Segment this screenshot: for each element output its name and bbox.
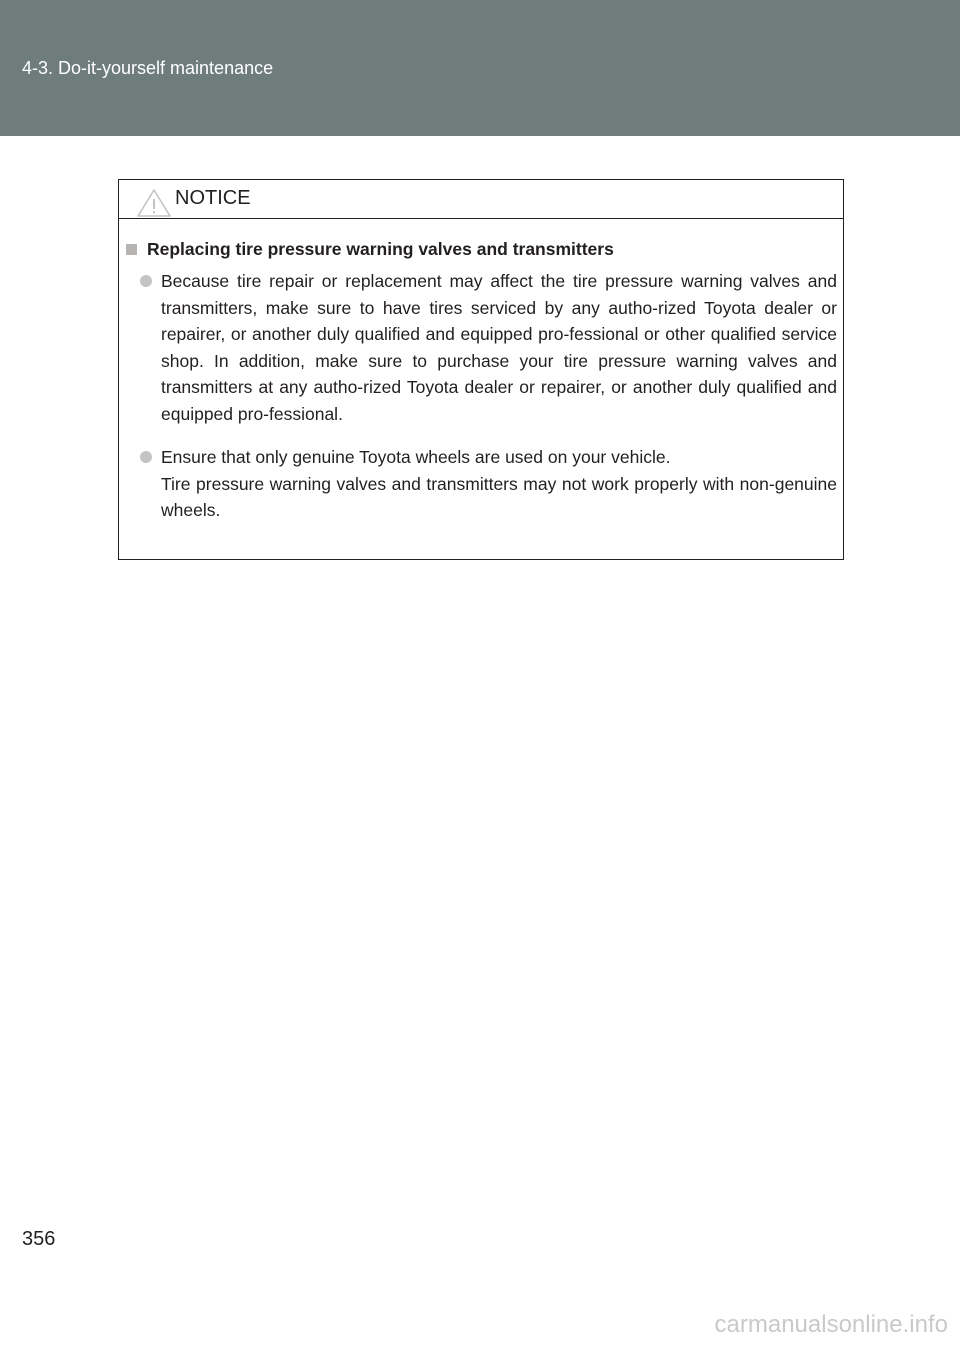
notice-heading-text: Replacing tire pressure warning valves and transmitters	[147, 239, 614, 259]
notice-box	[118, 179, 844, 560]
warning-triangle-icon	[137, 189, 171, 217]
section-title: 4-3. Do-it-yourself maintenance	[22, 58, 274, 78]
list-item-text: Ensure that only genuine Toyota wheels are used on your vehicle.	[161, 447, 671, 467]
list-item	[161, 268, 837, 427]
square-bullet-icon	[126, 244, 137, 255]
list-item-text: Tire pressure warning valves and transmitters may not work properly with non-genuine wheels.	[161, 473, 837, 520]
watermark: carmanualsonline.info	[714, 1311, 948, 1338]
list-item-text: Because tire repair or replacement may affect the tire pressure warning valves and transmitters, make sure to have tires serviced by any autho-rized Toyota dealer or repairer, or another duly qualified and equipped pro-fessional or other qualified service shop. In addition, make sure to purchase your tire pressure warning valves and transmitters at any autho-rized Toyota dealer or repairer, or another duly qualified and equipped pro-fessional.	[161, 271, 837, 424]
notice-header	[119, 180, 843, 219]
list-item	[161, 444, 837, 524]
header-band	[0, 0, 960, 136]
bullet-dot-icon	[140, 451, 152, 463]
page-number: 356	[22, 1228, 56, 1250]
notice-subheading	[126, 237, 836, 261]
bullet-dot-icon	[140, 275, 152, 287]
notice-title: NOTICE	[175, 187, 251, 209]
